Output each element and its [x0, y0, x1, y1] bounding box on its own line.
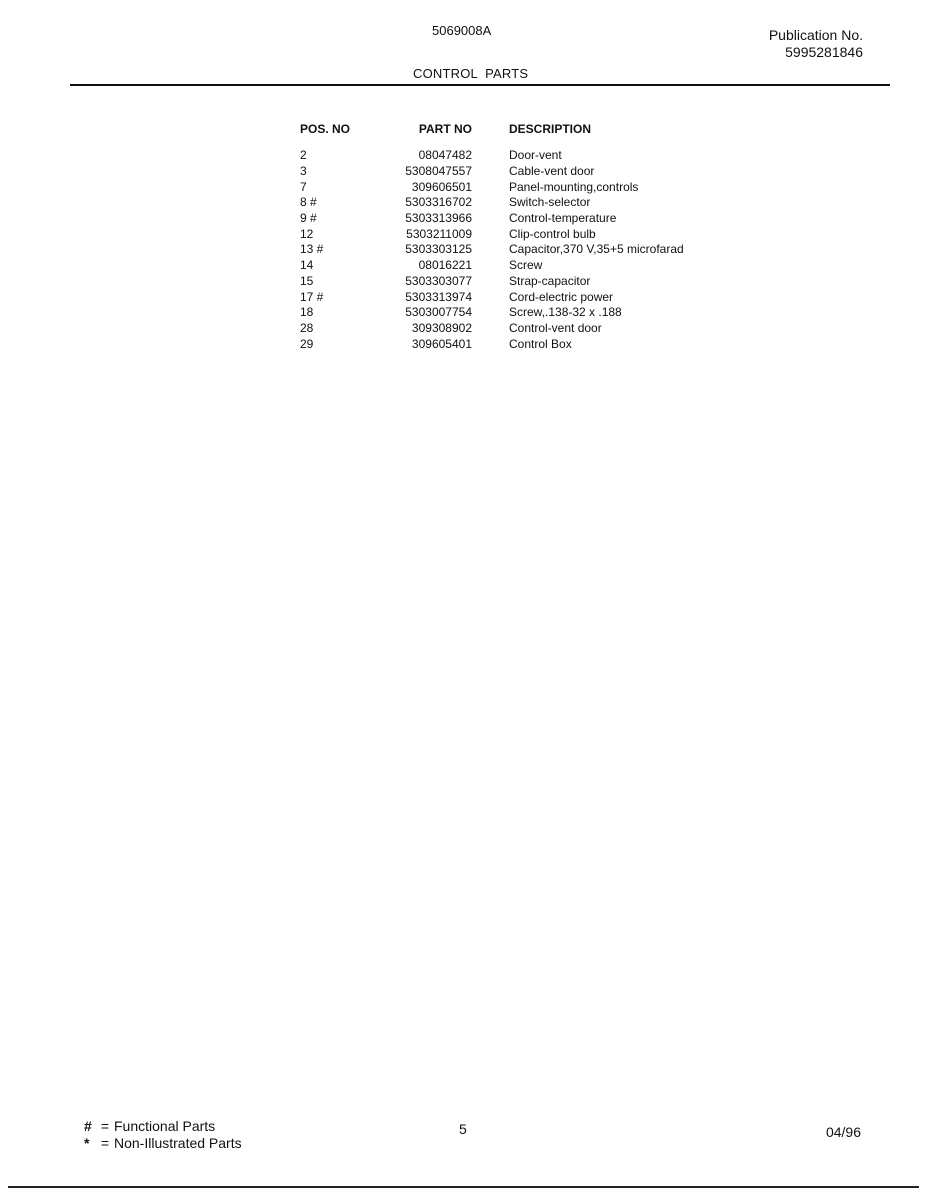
pos-cell: 8 #	[300, 195, 317, 210]
pos-cell: 13 #	[300, 242, 324, 257]
table-row	[300, 179, 684, 195]
pos-cell: 15	[300, 273, 314, 288]
column-spacer	[472, 274, 509, 290]
description-cell: Cord-electric power	[509, 289, 614, 304]
part-cell: 5303303125	[405, 242, 472, 257]
column-spacer	[472, 289, 509, 305]
legend	[84, 1118, 242, 1152]
description-cell: Strap-capacitor	[509, 273, 591, 288]
description-cell: Switch-selector	[509, 195, 591, 210]
description-cell: Clip-control bulb	[509, 226, 596, 241]
column-spacer	[472, 148, 509, 164]
part-cell: 5303007754	[405, 305, 472, 320]
table-row	[300, 289, 684, 305]
table-row	[300, 211, 684, 227]
table-row	[300, 164, 684, 180]
table-row	[300, 321, 684, 337]
publication-number: 5995281846	[785, 44, 863, 60]
header-divider	[70, 84, 890, 86]
legend-symbol: #	[84, 1118, 92, 1134]
column-spacer	[472, 195, 509, 211]
column-spacer	[472, 179, 509, 195]
pos-cell: 7	[300, 179, 307, 194]
table-row	[300, 242, 684, 258]
model-number: 5069008A	[432, 23, 492, 38]
column-spacer	[472, 226, 509, 242]
description-cell: Panel-mounting,controls	[509, 179, 639, 194]
table-row	[300, 258, 684, 274]
legend-text: Functional Parts	[114, 1118, 216, 1134]
parts-table	[300, 122, 684, 352]
description-cell: Door-vent	[509, 148, 562, 163]
legend-row-functional	[84, 1118, 242, 1135]
legend-symbol: *	[84, 1135, 90, 1151]
page-number: 5	[459, 1121, 467, 1137]
footer-divider	[8, 1186, 919, 1188]
description-cell: Control-vent door	[509, 320, 602, 335]
column-header-description: DESCRIPTION	[509, 122, 592, 136]
table-row	[300, 336, 684, 352]
table-header-row	[300, 122, 684, 148]
legend-equals: =	[100, 1118, 110, 1134]
legend-row-non-illustrated	[84, 1135, 242, 1152]
publication-info	[769, 27, 863, 61]
column-spacer	[472, 122, 509, 148]
column-spacer	[472, 321, 509, 337]
pos-cell: 18	[300, 305, 314, 320]
pos-cell: 12	[300, 226, 314, 241]
table-row	[300, 226, 684, 242]
table-row	[300, 195, 684, 211]
pos-cell: 28	[300, 320, 314, 335]
pos-cell: 29	[300, 336, 314, 351]
description-cell: Control Box	[509, 336, 572, 351]
pos-cell: 9 #	[300, 211, 317, 226]
table-row	[300, 148, 684, 164]
part-cell: 5303316702	[405, 195, 472, 210]
pos-cell: 14	[300, 258, 314, 273]
section-title: CONTROL PARTS	[413, 66, 529, 81]
column-spacer	[472, 336, 509, 352]
table-row	[300, 305, 684, 321]
part-cell: 309605401	[411, 336, 472, 351]
pos-cell: 3	[300, 164, 307, 179]
column-spacer	[472, 258, 509, 274]
description-cell: Control-temperature	[509, 211, 617, 226]
column-spacer	[472, 164, 509, 180]
column-header-part: PART NO	[418, 122, 472, 136]
part-cell: 5303313974	[405, 289, 472, 304]
pos-cell: 17 #	[300, 289, 324, 304]
table-row	[300, 274, 684, 290]
part-cell: 5303313966	[405, 211, 472, 226]
description-cell: Cable-vent door	[509, 164, 595, 179]
revision-date: 04/96	[825, 1124, 861, 1140]
column-header-pos: POS. NO	[300, 122, 351, 136]
description-cell: Screw	[509, 258, 543, 273]
legend-text: Non-Illustrated Parts	[114, 1135, 242, 1151]
legend-equals: =	[100, 1135, 110, 1151]
column-spacer	[472, 242, 509, 258]
column-spacer	[472, 211, 509, 227]
part-cell: 309606501	[411, 179, 472, 194]
description-cell: Capacitor,370 V,35+5 microfarad	[509, 242, 684, 257]
description-cell: Screw,.138-32 x .188	[509, 305, 622, 320]
part-cell: 08047482	[418, 148, 472, 163]
pos-cell: 2	[300, 148, 307, 163]
part-cell: 5308047557	[405, 164, 472, 179]
part-cell: 5303303077	[405, 273, 472, 288]
part-cell: 5303211009	[406, 226, 472, 241]
part-cell: 309308902	[411, 320, 472, 335]
column-spacer	[472, 305, 509, 321]
publication-label: Publication No.	[768, 27, 863, 43]
part-cell: 08016221	[418, 258, 472, 273]
